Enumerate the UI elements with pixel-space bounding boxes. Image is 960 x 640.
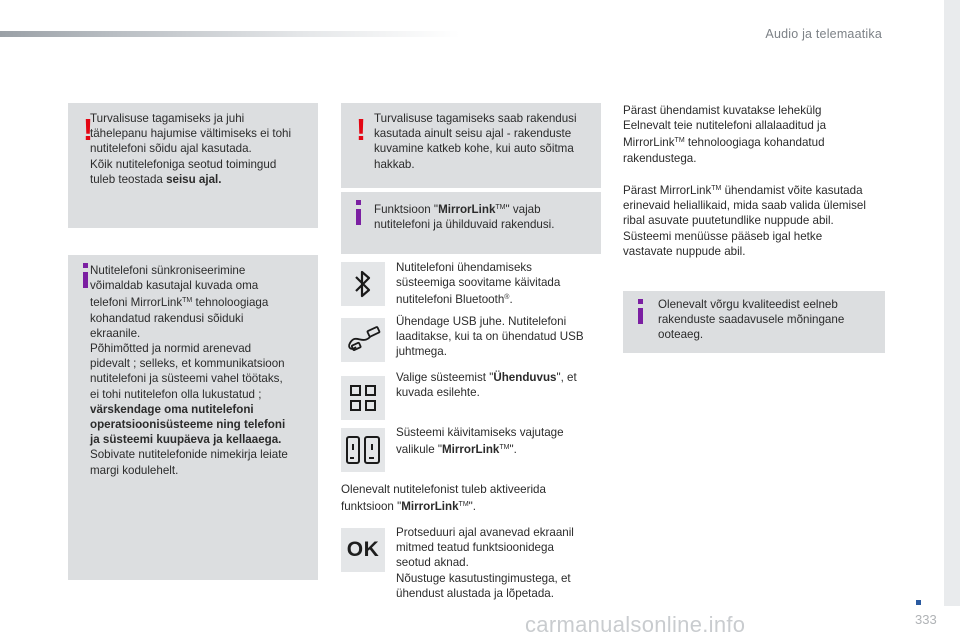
info-box-right <box>623 291 885 353</box>
usb-cable-icon <box>341 318 385 362</box>
info-icon <box>83 272 88 288</box>
warning-box-left <box>68 103 318 228</box>
footer <box>0 606 960 640</box>
step-mirrorlink-text: Süsteemi käivitamiseks vajutage valikule "MirrorLink™". <box>396 426 564 457</box>
right-paragraph-1: Pärast ühendamist kuvatakse lehekülg Eelnevalt teie nutitelefoni allalaaditud ja MirrorLink™ tehnoloogiaga kohandatud rakendustega. <box>623 104 827 165</box>
warning-box-mid <box>341 103 601 188</box>
info-box-left <box>68 255 318 580</box>
step-bluetooth-text: Nutitelefoni ühendamiseks süsteemiga soovitame käivitada nutitelefoni Bluetooth®. <box>396 261 561 307</box>
info-icon <box>356 209 361 225</box>
page-number: 333 <box>915 612 937 627</box>
info-text-mid: Funktsioon "MirrorLink™" vajab nutitelefoni ja ühilduvaid rakendusi. <box>374 203 555 232</box>
page-edge-strip <box>944 0 960 640</box>
step-connectivity-text: Valige süsteemist "Ühenduvus", et kuvada esilehte. <box>396 371 577 400</box>
activate-note: Olenevalt nutitelefonist tuleb aktiveerida funktsioon "MirrorLink™". <box>341 483 546 514</box>
header-rule <box>0 31 460 37</box>
info-icon <box>638 308 643 324</box>
info-box-mid <box>341 192 601 254</box>
connectivity-grid-icon <box>341 376 385 420</box>
info-text-right: Olenevalt võrgu kvaliteedist eelneb rakenduste saadavusele mõningane ooteaeg. <box>658 298 845 342</box>
mirrorlink-phone-icon <box>341 428 385 472</box>
step-accept-text: Protseduuri ajal avanevad ekraanil mitmed teatud funktsioonidega seotud aknad. Nõustuge kasutustingimustega, et ühendust alustada ja lõpetada. <box>396 526 574 600</box>
right-paragraph-2: Pärast MirrorLink™ ühendamist võite kasutada erinevaid heliallikaid, mida saab valida ülemisel ribal asuvate puutetundlike nuppude abil. Süsteemi menüüsse pääseb igal hetke vastavate nuppude abil. <box>623 184 866 258</box>
page-marker <box>916 600 921 605</box>
warning-icon: ! <box>82 112 94 147</box>
warning-text-left: Turvalisuse tagamiseks ja juhi tähelepanu hajumise vältimiseks ei tohi nutitelefoni sõidu ajal kasutada. Kõik nutitelefoniga seotud toimingud tuleb teostada seisu ajal. <box>90 112 292 186</box>
watermark: carmanualsonline.info <box>525 612 746 637</box>
ok-button-icon: OK <box>341 528 385 572</box>
warning-text-mid: Turvalisuse tagamiseks saab rakendusi kasutada ainult seisu ajal - rakenduste kuvamine katkeb kohe, kui auto sõitma hakkab. <box>374 112 577 171</box>
step-usb-text: Ühendage USB juhe. Nutitelefoni laaditakse, kui ta on ühendatud USB juhtmega. <box>396 315 584 359</box>
warning-icon: ! <box>355 112 367 147</box>
info-text-left: Nutitelefoni sünkroniseerimine võimaldab kasutajal kuvada oma telefoni MirrorLink™ tehnoloogiaga kohandatud rakendusi sõiduki ekraanile. Põhimõtted ja normid arenevad pidevalt ; selleks, et kommunikatsioon nutitelefoni ja süsteemi vahel töötaks, ei tohi nutitelefon olla lukustatud ; värskendage oma nutitelefoni operatsioonisüsteeme ning telefoni ja süsteemi kuupäeva ja kellaaega. Sobivate nutitelefonide nimekirja leiate margi kodulehelt. <box>90 264 288 477</box>
bluetooth-icon <box>341 262 385 306</box>
section-title: Audio ja telemaatika <box>765 27 882 41</box>
